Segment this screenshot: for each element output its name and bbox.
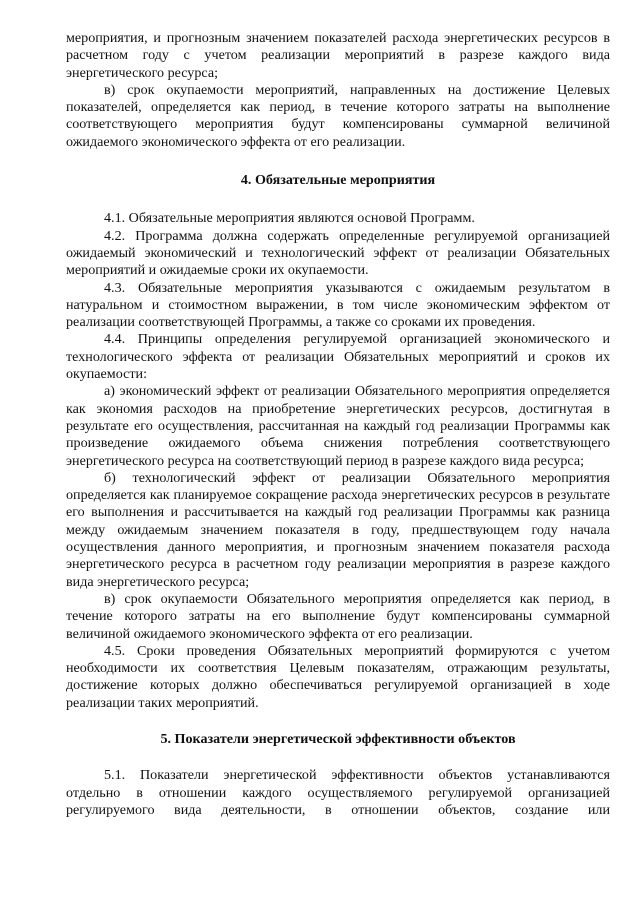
document-page xyxy=(66,30,610,819)
spacer xyxy=(66,748,610,767)
paragraph-4-1: 4.1. Обязательные мероприятия являются основой Программ. xyxy=(104,210,475,227)
paragraph-4-2: 4.2. Программа должна содержать определенные регулируемой организацией ожидаемый экономический и технологический эффект от реализации Обязательных мероприятий и ожидаемые сроки их окупаемости. xyxy=(66,227,610,279)
section-5-heading: 5. Показатели энергетической эффективности объектов xyxy=(160,730,516,747)
paragraph-4-5: 4.5. Сроки проведения Обязательных мероприятий формируются с учетом необходимости их соответствия Целевым показателям, отражающим результаты, достижение которых должно обеспечиваться регулируемой организацией в ходе реализации таких мероприятий. xyxy=(66,642,610,711)
section-4-heading: 4. Обязательные мероприятия xyxy=(240,172,436,189)
paragraph-continuation: мероприятия, и прогнозным значением показателей расхода энергетических ресурсов в расчетном году с учетом реализации мероприятий в разрезе каждого вида энергетического ресурса; xyxy=(66,30,610,81)
paragraph-4-3: 4.3. Обязательные мероприятия указываются с ожидаемым результатом в натуральном и стоимостном выражении, в том числе экономическим эффектом от реализации соответствующей Программы, а также со сроками их проведения. xyxy=(66,279,610,331)
paragraph-4-4a: а) экономический эффект от реализации Обязательного мероприятия определяется как экономия расходов на приобретение энергетических ресурсов, достигнутая в результате его осуществления, рассчитанная на каждый год реализации Программы как произведение ожидаемого объема снижения потребления соответствующего энергетического ресурса на соответствующий период в разрезе каждого вида ресурса; xyxy=(66,383,610,469)
paragraph-3v: в) срок окупаемости мероприятий, направленных на достижение Целевых показателей, определяется как период, в течение которого затраты на выполнение соответствующего мероприятия будут компенсированы суммарной величиной ожидаемого экономического эффекта от его реализации. xyxy=(66,81,610,150)
paragraph-4-4v: в) срок окупаемости Обязательного мероприятия определяется как период, в течение которого затраты на его выполнение будут компенсированы суммарной величиной ожидаемого экономического эффекта от его реализации. xyxy=(66,590,610,642)
spacer xyxy=(66,712,610,731)
paragraph-5-1: 5.1. Показатели энергетической эффективности объектов устанавливаются отдельно в отношении каждого осуществляемого регулируемой организацией регулируемого вида деятельности, в отношении объектов, создание или xyxy=(66,767,610,818)
paragraph-4-4: 4.4. Принципы определения регулируемой организацией экономического и технологического эффекта от реализации Обязательных мероприятий и сроков их окупаемости: xyxy=(66,331,610,383)
spacer xyxy=(66,189,610,210)
paragraph-4-4b: б) технологический эффект от реализации Обязательного мероприятия определяется как планируемое сокращение расхода энергетических ресурсов в результате его выполнения и рассчитывается на каждый год реализации Программы как разница между ожидаемым значением показателя в году, предшествующем году начала осуществления данного мероприятия, и прогнозным значением показателя расхода энергетического ресурса в расчетном году реализации мероприятия в разрезе каждого вида энергетического ресурса; xyxy=(66,469,610,590)
spacer xyxy=(66,151,610,172)
